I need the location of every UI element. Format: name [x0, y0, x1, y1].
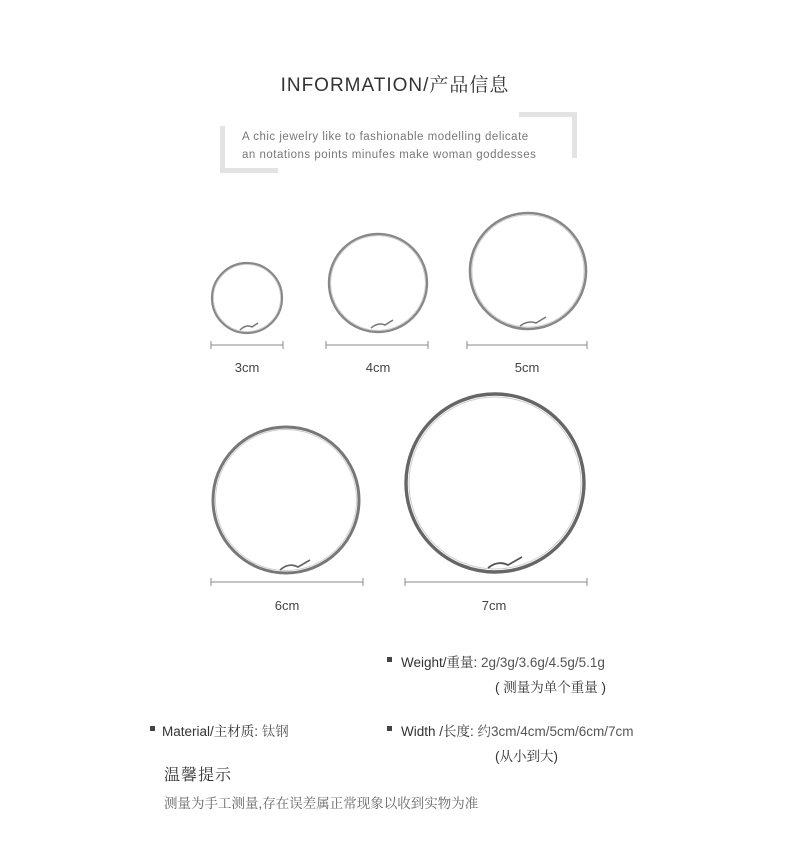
measure-line-4cm: [326, 341, 428, 349]
weight-row: [401, 651, 605, 671]
hoop-6cm: [213, 427, 359, 573]
bullet-icon: [150, 726, 155, 731]
measure-line-5cm: [467, 341, 587, 349]
width-label: Width /长度:: [401, 724, 474, 739]
notice-text: 测量为手工测量,存在误差属正常现象以收到实物为准: [164, 796, 479, 811]
hoop-7cm: [406, 394, 584, 572]
material-value: 钛钢: [261, 724, 289, 739]
size-label-5cm: 5cm: [514, 360, 540, 375]
hoop-4cm: [329, 234, 427, 332]
measure-line-3cm: [211, 341, 283, 349]
size-label-6cm: 6cm: [274, 598, 300, 613]
bullet-icon: [387, 726, 392, 731]
intro-line: A chic jewelry like to fashionable modelling delicate: [242, 131, 529, 143]
hoop-3cm: [212, 263, 282, 333]
size-label-4cm: 4cm: [365, 360, 391, 375]
size-label-3cm: 3cm: [234, 360, 260, 375]
size-label-7cm: 7cm: [481, 598, 507, 613]
width-note: (从小到大): [495, 749, 558, 764]
measure-line-6cm: [211, 578, 363, 586]
weight-label: Weight/重量:: [401, 655, 478, 670]
material-label: Material/主材质:: [162, 724, 259, 739]
width-value: 约3cm/4cm/5cm/6cm/7cm: [477, 724, 634, 739]
bullet-icon: [387, 657, 392, 662]
intro-line: an notations points minufes make woman goddesses: [242, 149, 537, 161]
hoop-5cm: [470, 213, 586, 329]
measure-line-7cm: [405, 578, 587, 586]
material-row: [162, 720, 289, 740]
weight-value: 2g/3g/3.6g/4.5g/5.1g: [481, 655, 605, 670]
weight-note: ( 测量为单个重量 ): [495, 680, 606, 695]
page-title: INFORMATION/产品信息: [280, 75, 510, 96]
width-row: [401, 720, 634, 740]
notice-title: 温馨提示: [164, 767, 233, 784]
